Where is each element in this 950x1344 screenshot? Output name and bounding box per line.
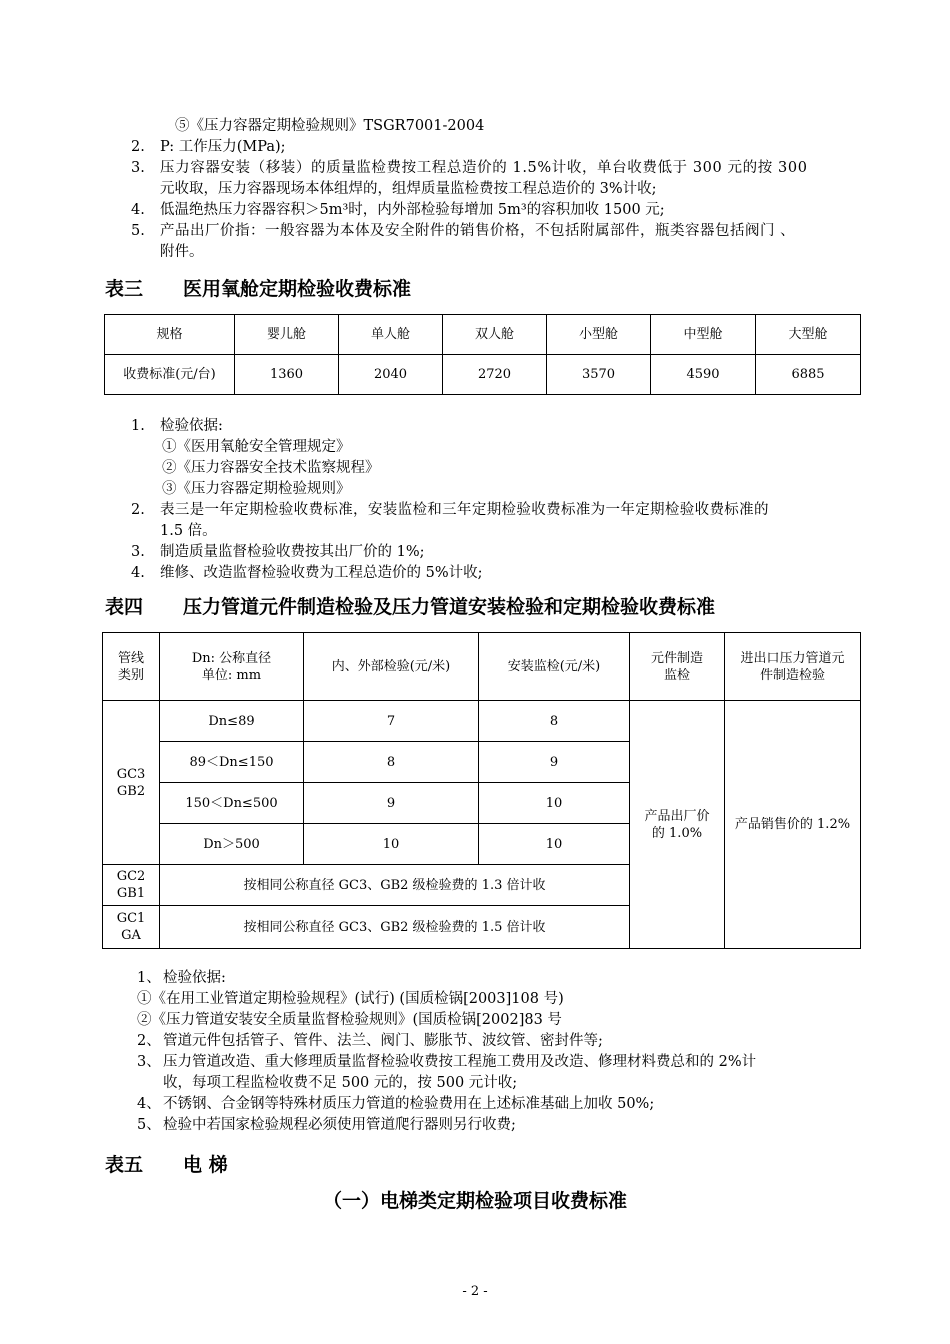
note-number: 1.: [131, 418, 145, 434]
table5-subtitle: （一）电梯类定期检验项目收费标准: [322, 1190, 627, 1212]
note-text: 产品出厂价指：一般容器为本体及安全附件的销售价格，不包括附属部件，瓶类容器包括阀门 、: [160, 223, 796, 239]
table4-group-gc2: GC2 GB1: [103, 865, 160, 906]
table3-title: 医用氧舱定期检验收费标准: [183, 278, 412, 300]
table4-title: 压力管道元件制造检验及压力管道安装检验和定期检验收费标准: [183, 596, 716, 618]
note-text: 管道元件包括管子、管件、法兰、阀门、膨胀节、波纹管、密封件等;: [163, 1033, 603, 1049]
table3-cell: 6885: [756, 355, 861, 395]
table3-header-cell: 中型舱: [651, 315, 756, 355]
note-text: ①《在用工业管道定期检验规程》(试行) (国质检锅[2003]108 号): [137, 991, 564, 1007]
note-text: ①《医用氧舱安全管理规定》: [162, 439, 351, 455]
note-text: 压力管道改造、重大修理质量监督检验收费按工程施工费用及改造、修理材料费总和的 2%计: [163, 1054, 757, 1070]
note-number: 3、: [137, 1054, 161, 1070]
table3-header-cell: 规格: [105, 315, 235, 355]
table3-header-cell: 单人舱: [339, 315, 443, 355]
table3-cell: 4590: [651, 355, 756, 395]
table4-header-inspection: 内、外部检验(元/米): [304, 633, 479, 701]
table4-header-component: 元件制造 监检: [630, 633, 725, 701]
table4-heading: [105, 594, 715, 620]
note-text: 维修、改造监督检验收费为工程总造价的 5%计收;: [160, 565, 483, 581]
table-row: [103, 701, 861, 742]
note-text: ②《压力容器安全技术监察规程》: [162, 460, 380, 476]
table3-cell: 3570: [547, 355, 651, 395]
table4-dn-cell: 150＜Dn≤500: [160, 783, 304, 824]
table3-header-row: [105, 315, 861, 355]
table5-code: 表五: [105, 1154, 144, 1176]
note-text: 检验依据:: [163, 970, 226, 986]
table3-code: 表三: [105, 278, 144, 300]
table3-oxygen-chamber-fees: [104, 314, 861, 395]
note-number: 1、: [137, 970, 161, 986]
table4-install-cell: 10: [479, 824, 630, 865]
note-number: 4.: [131, 202, 145, 218]
table4-component-fee: 产品出厂价 的 1.0%: [630, 701, 725, 949]
table4-inspection-cell: 9: [304, 783, 479, 824]
note-text: 元收取，压力容器现场本体组焊的，组焊质量监检费按工程总造价的 3%计收;: [160, 181, 657, 197]
table5-heading: [105, 1152, 228, 1178]
table4-install-cell: 10: [479, 783, 630, 824]
table3-heading: [105, 276, 411, 302]
note-text: 压力容器安装（移装）的质量监检费按工程总造价的 1.5%计收，单台收费低于 300 元的按 300: [160, 160, 808, 176]
table4-group-gc3: GC3 GB2: [103, 701, 160, 865]
page-number: - 2 -: [462, 1284, 488, 1299]
note-text: 低温绝热压力容器容积＞5m³时，内外部检验每增加 5m³的容积加收 1500 元;: [160, 202, 665, 218]
note-number: 2.: [131, 139, 145, 155]
note-number: 3.: [131, 544, 145, 560]
note-number: 2.: [131, 502, 145, 518]
table3-cell: 收费标准(元/台): [105, 355, 235, 395]
note-number: 5、: [137, 1117, 161, 1133]
table4-install-cell: 9: [479, 742, 630, 783]
note-text: 检验中若国家检验规程必须使用管道爬行器则另行收费;: [163, 1117, 516, 1133]
table3-fee-row: [105, 355, 861, 395]
note-number: 4.: [131, 565, 145, 581]
table4-dn-cell: 89＜Dn≤150: [160, 742, 304, 783]
table4-header-import: 进出口压力管道元 件制造检验: [725, 633, 861, 701]
table4-code: 表四: [105, 596, 144, 618]
table4-inspection-cell: 7: [304, 701, 479, 742]
note-text: 1.5 倍。: [160, 523, 217, 539]
table4-install-cell: 8: [479, 701, 630, 742]
note-text: 收，每项工程监检收费不足 500 元的，按 500 元计收;: [163, 1075, 518, 1091]
note-text: ②《压力管道安装安全质量监督检验规则》(国质检锅[2002]83 号: [137, 1012, 562, 1028]
note-number: 3.: [131, 160, 145, 176]
table4-header-category: 管线 类别: [103, 633, 160, 701]
note-text: 检验依据:: [160, 418, 223, 434]
note-number: 4、: [137, 1096, 161, 1112]
table4-inspection-cell: 8: [304, 742, 479, 783]
table3-header-cell: 小型舱: [547, 315, 651, 355]
table4-gc1-rule: 按相同公称直径 GC3、GB2 级检验费的 1.5 倍计收: [160, 906, 630, 949]
basis-item-5: ⑤《压力容器定期检验规则》TSGR7001-2004: [175, 118, 485, 134]
table4-dn-cell: Dn＞500: [160, 824, 304, 865]
note-number: 2、: [137, 1033, 161, 1049]
table3-header-cell: 双人舱: [443, 315, 547, 355]
note-text: 附件。: [160, 244, 204, 260]
table4-pressure-piping-fees: [102, 632, 861, 949]
note-text: ③《压力容器定期检验规则》: [162, 481, 351, 497]
table3-cell: 2720: [443, 355, 547, 395]
table4-header-dn: Dn: 公称直径 单位: mm: [160, 633, 304, 701]
table4-inspection-cell: 10: [304, 824, 479, 865]
table5-title: 电 梯: [183, 1154, 228, 1176]
table3-header-cell: 大型舱: [756, 315, 861, 355]
table4-group-gc1: GC1 GA: [103, 906, 160, 949]
table4-import-fee: 产品销售价的 1.2%: [725, 701, 861, 949]
note-number: 5.: [131, 223, 145, 239]
note-text: P: 工作压力(MPa);: [160, 139, 286, 155]
table4-header-row: [103, 633, 861, 701]
table3-cell: 2040: [339, 355, 443, 395]
table3-header-cell: 婴儿舱: [235, 315, 339, 355]
table4-dn-cell: Dn≤89: [160, 701, 304, 742]
note-text: 制造质量监督检验收费按其出厂价的 1%;: [160, 544, 425, 560]
note-text: 不锈钢、合金钢等特殊材质压力管道的检验费用在上述标准基础上加收 50%;: [163, 1096, 655, 1112]
table4-header-install: 安装监检(元/米): [479, 633, 630, 701]
table4-gc2-rule: 按相同公称直径 GC3、GB2 级检验费的 1.3 倍计收: [160, 865, 630, 906]
note-text: 表三是一年定期检验收费标准，安装监检和三年定期检验收费标准为一年定期检验收费标准的: [160, 502, 769, 518]
table3-cell: 1360: [235, 355, 339, 395]
